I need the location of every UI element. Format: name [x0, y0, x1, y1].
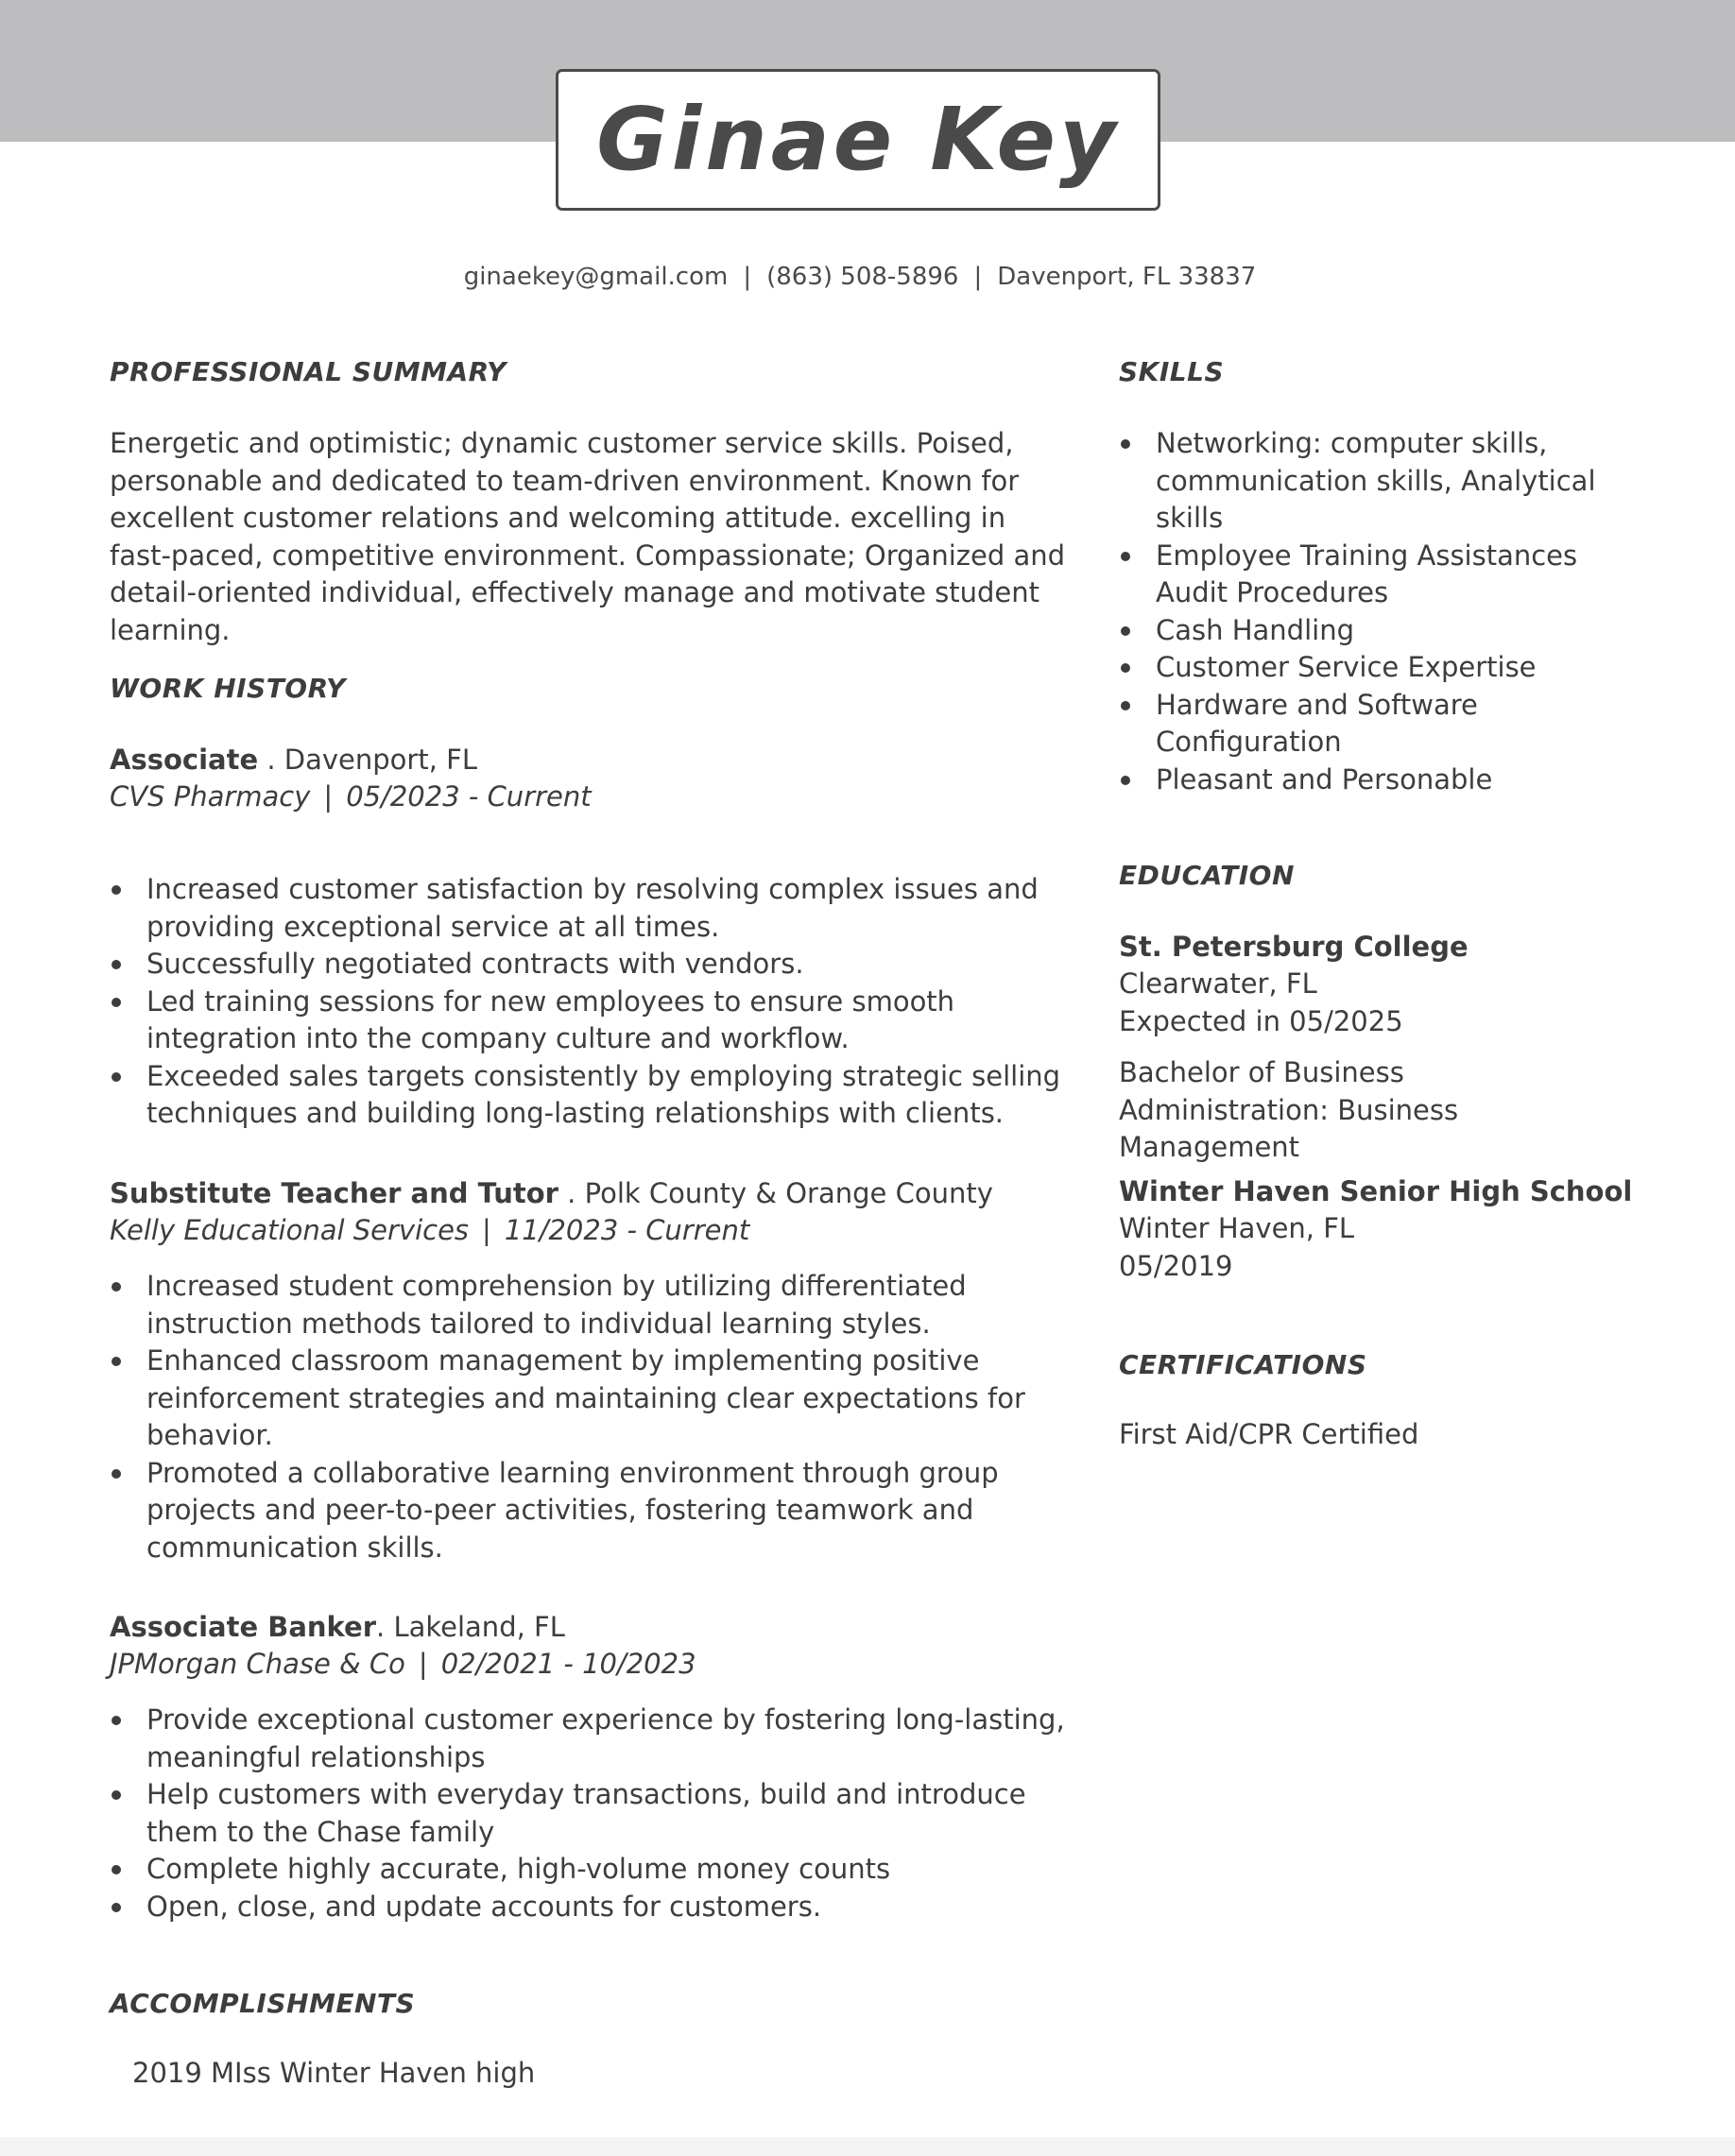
- email: ginaekey@gmail.com: [463, 263, 729, 291]
- education-heading: EDUCATION: [1119, 860, 1295, 891]
- list-item: Provide exceptional customer experience by fostering long-lasting, meaningful relationships: [110, 1702, 1074, 1776]
- list-item: Successfully negotiated contracts with vendors.: [110, 946, 1074, 984]
- job-location: . Davenport, FL: [258, 744, 477, 776]
- school-date: Expected in 05/2025: [1119, 1005, 1403, 1037]
- separator: |: [482, 1214, 491, 1246]
- job-dates: 02/2021 - 10/2023: [440, 1648, 696, 1680]
- job-employer: Kelly Educational Services: [110, 1214, 470, 1246]
- job-dates: 11/2023 - Current: [504, 1214, 750, 1246]
- school-degree: Bachelor of Business Administration: Business Management: [1119, 1056, 1459, 1163]
- list-item: Promoted a collaborative learning environment through group projects and peer-to-peer activities, fostering teamwork and communication skills.: [110, 1455, 1074, 1567]
- job-bullets: [110, 871, 1074, 1133]
- school-date: 05/2019: [1119, 1250, 1233, 1282]
- job-title: Substitute Teacher and Tutor: [110, 1177, 558, 1209]
- list-item: Hardware and Software Configuration: [1119, 687, 1610, 761]
- accomplishment-text: 2019 MIss Winter Haven high: [132, 2057, 536, 2089]
- summary-heading: PROFESSIONAL SUMMARY: [110, 356, 507, 387]
- job-employer: CVS Pharmacy: [110, 780, 311, 813]
- school-name: Winter Haven Senior High School: [1119, 1175, 1633, 1207]
- contact-line: [0, 263, 1720, 291]
- list-item: Open, close, and update accounts for customers.: [110, 1889, 1074, 1926]
- phone: (863) 508-5896: [766, 263, 959, 291]
- list-item: Customer Service Expertise: [1119, 649, 1610, 687]
- job-employer-line: [110, 779, 592, 816]
- separator: |: [418, 1648, 428, 1680]
- name-box: [556, 69, 1160, 211]
- job-employer-line: [110, 1212, 749, 1250]
- list-item: Networking: computer skills, communication skills, Analytical skills: [1119, 425, 1610, 538]
- separator: |: [743, 263, 752, 291]
- separator: |: [973, 263, 983, 291]
- list-item: Pleasant and Personable: [1119, 761, 1610, 799]
- certification-item: First Aid/CPR Certified: [1119, 1418, 1419, 1450]
- job-location: . Lakeland, FL: [376, 1611, 565, 1643]
- job-dates: 05/2023 - Current: [346, 780, 592, 813]
- list-item: Cash Handling: [1119, 612, 1610, 650]
- job-bullets: [110, 1268, 1074, 1566]
- job-employer: JPMorgan Chase & Co: [110, 1648, 405, 1680]
- list-item: Enhanced classroom management by implementing positive reinforcement strategies and maintaining clear expectations for behavior.: [110, 1343, 1074, 1455]
- school-location: Clearwater, FL: [1119, 967, 1317, 1000]
- school-name: St. Petersburg College: [1119, 931, 1469, 963]
- list-item: Complete highly accurate, high-volume money counts: [110, 1851, 1074, 1889]
- job-title-line: [110, 742, 477, 779]
- job-title-line: [110, 1175, 993, 1213]
- work-history-heading: WORK HISTORY: [110, 673, 346, 704]
- skills-heading: SKILLS: [1119, 356, 1225, 387]
- candidate-name: Ginae Key: [596, 89, 1120, 190]
- job-title: Associate Banker: [110, 1611, 377, 1643]
- location: Davenport, FL 33837: [997, 263, 1257, 291]
- accomplishments-heading: ACCOMPLISHMENTS: [110, 1988, 416, 2019]
- list-item: Employee Training Assistances Audit Procedures: [1119, 538, 1610, 612]
- job-employer-line: [110, 1646, 696, 1684]
- list-item: Increased student comprehension by utilizing differentiated instruction methods tailored to individual learning styles.: [110, 1268, 1074, 1343]
- skills-list: [1119, 425, 1610, 798]
- job-title-line: [110, 1609, 565, 1647]
- job-location: . Polk County & Orange County: [558, 1177, 993, 1209]
- list-item: Exceeded sales targets consistently by employing strategic selling techniques and building long-lasting relationships with clients.: [110, 1058, 1074, 1133]
- list-item: Help customers with everyday transactions, build and introduce them to the Chase family: [110, 1776, 1074, 1851]
- separator: |: [323, 780, 334, 813]
- job-title: Associate: [110, 744, 259, 776]
- job-bullets: [110, 1702, 1074, 1925]
- certifications-heading: CERTIFICATIONS: [1119, 1349, 1367, 1380]
- list-item: Led training sessions for new employees to ensure smooth integration into the company culture and workflow.: [110, 984, 1074, 1058]
- summary-text: Energetic and optimistic; dynamic customer service skills. Poised, personable and dedicated to team-driven environment. Known for excellent customer relations and welcoming attitude. excelling in fast-paced, competitive environment. Compassionate; Organized and detail-oriented individual, effectively manage and motivate student learning.: [110, 427, 1066, 646]
- page-bottom-edge: [0, 2137, 1735, 2156]
- school-location: Winter Haven, FL: [1119, 1212, 1355, 1244]
- list-item: Increased customer satisfaction by resolving complex issues and providing exceptional service at all times.: [110, 871, 1074, 946]
